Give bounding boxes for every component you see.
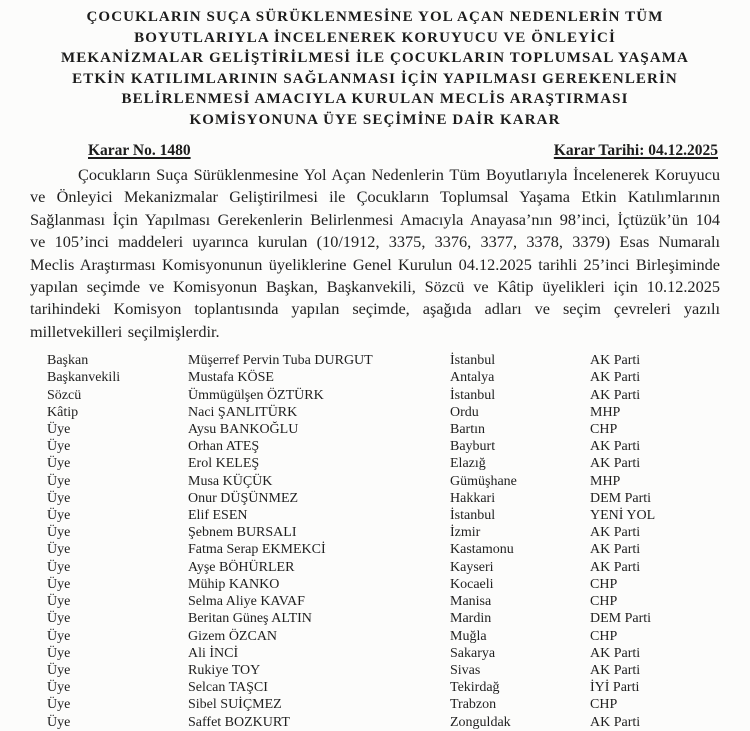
member-role: Üye [47, 680, 71, 696]
member-name: Ali İNCİ [188, 645, 239, 661]
member-district: Zonguldak [450, 714, 511, 730]
member-row [47, 610, 750, 627]
member-role: Üye [47, 576, 71, 592]
member-district: Hakkari [450, 490, 496, 506]
member-role: Üye [47, 611, 71, 627]
member-role: Üye [47, 645, 71, 661]
title-line: BOYUTLARIYLA İNCELENEREK KORUYUCU VE ÖNLEYİCİ [134, 29, 616, 46]
member-row [47, 645, 750, 662]
member-district: İstanbul [450, 387, 496, 403]
member-district: Kocaeli [450, 576, 494, 592]
member-name: Saffet BOZKURT [188, 714, 290, 730]
member-name: Sibel SUİÇMEZ [188, 697, 282, 713]
member-party: MHP [590, 404, 621, 420]
member-party: AK Parti [590, 645, 641, 661]
member-district: Trabzon [450, 697, 497, 713]
member-role: Sözcü [47, 387, 82, 403]
member-district: İzmir [450, 525, 481, 541]
member-district: Sakarya [450, 645, 496, 661]
member-name: Rukiye TOY [188, 662, 261, 678]
decision-number: Karar No. 1480 [88, 142, 191, 159]
member-name: Beritan Güneş ALTIN [188, 611, 312, 627]
member-role: Üye [47, 662, 71, 678]
member-district: İstanbul [450, 353, 496, 369]
member-party: AK Parti [590, 439, 641, 455]
member-party: İYİ Parti [590, 680, 640, 696]
member-party: AK Parti [590, 714, 641, 730]
member-name: Fatma Serap EKMEKCİ [188, 542, 326, 558]
member-row [47, 352, 750, 369]
member-row [47, 714, 750, 731]
member-party: MHP [590, 473, 621, 489]
member-party: CHP [590, 576, 618, 592]
member-row [47, 593, 750, 610]
member-party: YENİ YOL [590, 508, 656, 524]
member-name: Mustafa KÖSE [188, 370, 274, 386]
member-district: Muğla [450, 628, 487, 644]
member-name: Gizem ÖZCAN [188, 628, 278, 644]
member-party: AK Parti [590, 370, 641, 386]
member-role: Üye [47, 594, 71, 610]
member-district: Mardin [450, 611, 492, 627]
member-row [47, 524, 750, 541]
title-line: ÇOCUKLARIN SUÇA SÜRÜKLENMESİNE YOL AÇAN NEDENLERİN TÜM [86, 9, 664, 25]
member-name: Selma Aliye KAVAF [188, 594, 305, 610]
body-paragraph: Çocukların Suça Sürüklenmesine Yol Açan Nedenlerin Tüm Boyutlarıyla İncelenerek Koruyucu ve Önleyici Mekanizmalar Geliştirilmesi ile Çocukların Toplumsal Yaşama Etkin Katılımlarının Sağlanması İçin Yapılması Gerekenlerin Belirlenmesi Amacıyla Anayasa’nın 98’inci, İçtüzük’ün 104 ve 105’inci maddeleri uyarınca kurulan (10/1912, 3375, 3376, 3377, 3378, 3379) Esas Numaralı Meclis Araştırması Komisyonunun üyeliklerine Genel Kurulun 04.12.2025 tarihli 25’inci Birleşiminde yapılan seçimde ve Komisyonun Başkan, Başkanvekili, Sözcü ve Kâtip üyelikleri için 10.12.2025 tarihindeki Komisyon toplantısında yapılan seçimde, aşağıda adları ve seçim çevreleri yazılı milletvekilleri seçilmişlerdir. [30, 165, 720, 341]
member-name: Ümmügülşen ÖZTÜRK [188, 387, 324, 403]
member-role: Üye [47, 439, 71, 455]
member-row [47, 387, 750, 404]
member-name: Erol KELEŞ [188, 456, 260, 472]
member-row [47, 455, 750, 472]
member-role: Üye [47, 559, 71, 575]
decision-date: Karar Tarihi: 04.12.2025 [553, 142, 718, 159]
member-district: Bartın [450, 422, 485, 438]
member-party: CHP [590, 697, 618, 713]
member-district: Sivas [450, 662, 481, 678]
member-party: CHP [590, 594, 618, 610]
member-row [47, 490, 750, 507]
member-row [47, 576, 750, 593]
member-role: Üye [47, 473, 71, 489]
member-name: Orhan ATEŞ [188, 439, 260, 455]
member-party: CHP [590, 422, 618, 438]
title-line: KOMİSYONUNA ÜYE SEÇİMİNE DAİR KARAR [189, 111, 561, 128]
member-row [47, 679, 750, 696]
member-party: AK Parti [590, 456, 641, 472]
member-role: Başkan [47, 353, 89, 369]
member-role: Üye [47, 508, 71, 524]
member-name: Ayşe BÖHÜRLER [188, 559, 295, 575]
member-district: Tekirdağ [450, 680, 500, 696]
member-role: Üye [47, 422, 71, 438]
member-name: Musa KÜÇÜK [188, 473, 273, 489]
member-district: Gümüşhane [450, 473, 517, 489]
member-party: AK Parti [590, 542, 641, 558]
member-district: Kayseri [450, 559, 494, 575]
member-district: Manisa [450, 594, 492, 610]
decision-header [88, 141, 718, 160]
member-role: Üye [47, 525, 71, 541]
member-party: AK Parti [590, 387, 641, 403]
member-role: Üye [47, 714, 71, 730]
member-party: AK Parti [590, 662, 641, 678]
member-party: AK Parti [590, 559, 641, 575]
member-name: Şebnem BURSALI [188, 525, 297, 541]
member-row [47, 541, 750, 558]
member-party: DEM Parti [590, 611, 652, 627]
document-title [14, 7, 736, 130]
member-row [47, 473, 750, 490]
member-party: CHP [590, 628, 618, 644]
title-line: MEKANİZMALAR GELİŞTİRİLMESİ İLE ÇOCUKLARIN TOPLUMSAL YAŞAMA [61, 50, 689, 66]
member-role: Başkanvekili [47, 370, 121, 386]
title-line: ETKİN KATILIMLARININ SAĞLANMASI İÇİN YAPILMASI GEREKENLERİN [72, 70, 678, 87]
member-role: Üye [47, 697, 71, 713]
member-district: Bayburt [450, 439, 496, 455]
member-party: AK Parti [590, 353, 641, 369]
member-name: Müşerref Pervin Tuba DURGUT [188, 353, 373, 369]
member-row [47, 662, 750, 679]
member-row [47, 438, 750, 455]
member-role: Üye [47, 490, 71, 506]
members-table [0, 352, 750, 730]
member-district: Kastamonu [450, 542, 514, 558]
member-role: Üye [47, 628, 71, 644]
member-district: İstanbul [450, 508, 496, 524]
member-row [47, 404, 750, 421]
member-row [47, 559, 750, 576]
member-district: Elazığ [450, 456, 486, 472]
member-row [47, 369, 750, 386]
member-name: Naci ŞANLITÜRK [188, 404, 298, 420]
member-name: Elif ESEN [188, 508, 248, 524]
title-line: BELİRLENMESİ AMACIYLA KURULAN MECLİS ARAŞTIRMASI [121, 91, 629, 107]
member-role: Üye [47, 542, 71, 558]
member-district: Ordu [450, 404, 479, 420]
member-name: Aysu BANKOĞLU [188, 422, 299, 438]
member-district: Antalya [450, 370, 495, 386]
member-name: Mühip KANKO [188, 576, 280, 592]
member-party: AK Parti [590, 525, 641, 541]
member-row [47, 696, 750, 713]
member-name: Selcan TAŞCI [188, 680, 268, 696]
member-party: DEM Parti [590, 490, 652, 506]
member-name: Onur DÜŞÜNMEZ [188, 490, 299, 506]
member-row [47, 507, 750, 524]
member-role: Üye [47, 456, 71, 472]
member-row [47, 421, 750, 438]
member-row [47, 628, 750, 645]
member-role: Kâtip [47, 404, 79, 420]
